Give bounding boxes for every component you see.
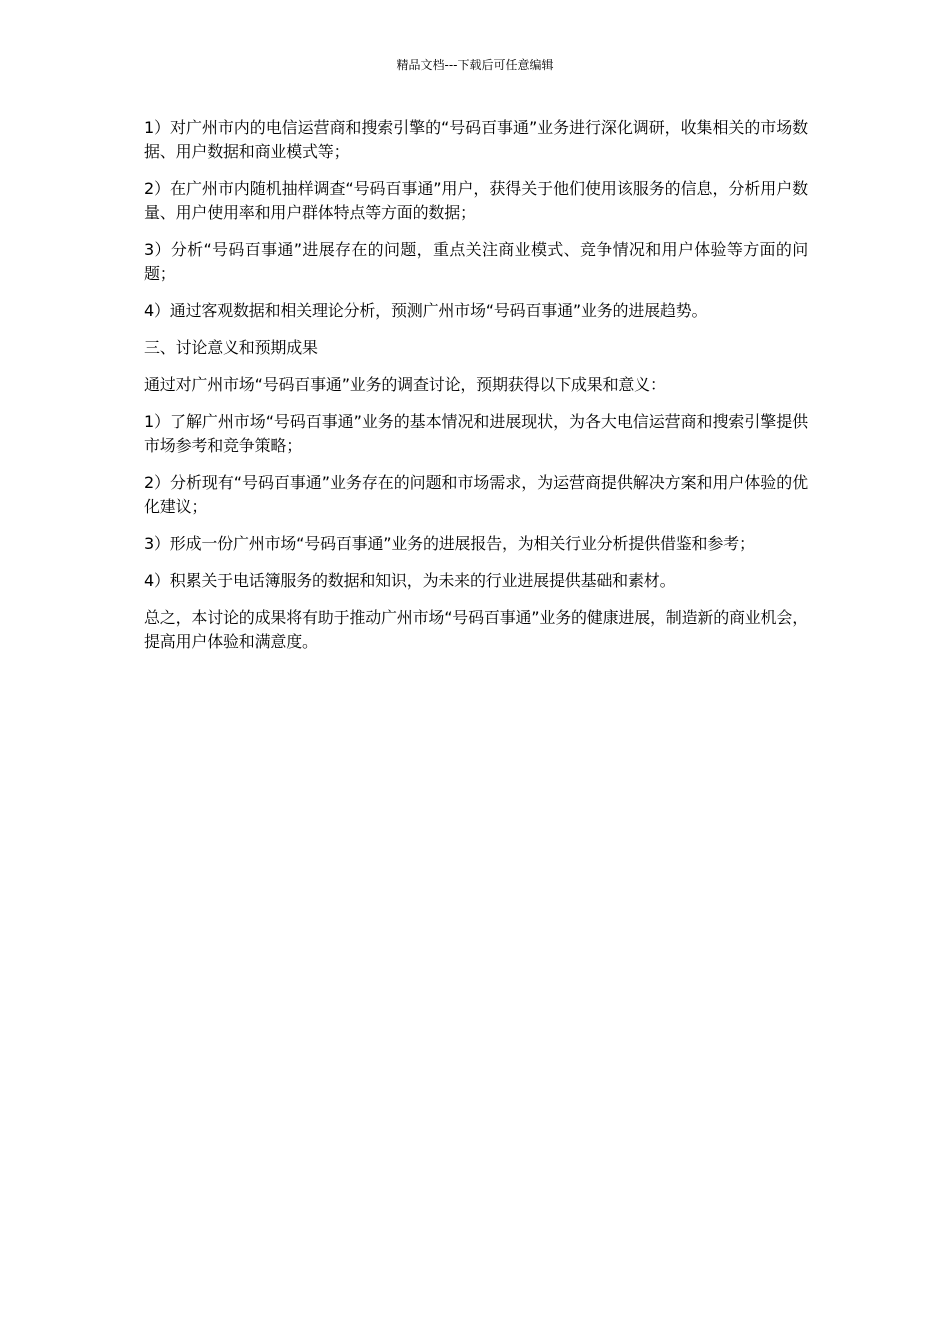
paragraph-research-item-1: 1）对广州市内的电信运营商和搜索引擎的“号码百事通”业务进行深化调研，收集相关的市场数据、用户数据和商业模式等； <box>144 118 808 161</box>
paragraph-outcome-item-1: 1）了解广州市场“号码百事通”业务的基本情况和进展现状，为各大电信运营商和搜索引擎提供市场参考和竞争策略； <box>144 412 808 455</box>
paragraph-intro: 通过对广州市场“号码百事通”业务的调查讨论，预期获得以下成果和意义： <box>144 375 666 394</box>
paragraph-research-item-3: 3）分析“号码百事通”进展存在的问题，重点关注商业模式、竞争情况和用户体验等方面的问题； <box>144 240 808 283</box>
paragraph-outcome-item-2: 2）分析现有“号码百事通”业务存在的问题和市场需求，为运营商提供解决方案和用户体验的优化建议； <box>144 473 808 516</box>
page-header: 精品文档---下载后可任意编辑 <box>396 58 554 72</box>
paragraph-conclusion: 总之，本讨论的成果将有助于推动广州市场“号码百事通”业务的健康进展，制造新的商业机会，提高用户体验和满意度。 <box>144 608 808 651</box>
paragraph-research-item-4: 4）通过客观数据和相关理论分析，预测广州市场“号码百事通”业务的进展趋势。 <box>144 301 708 320</box>
paragraph-research-item-2: 2）在广州市内随机抽样调查“号码百事通”用户，获得关于他们使用该服务的信息，分析用户数量、用户使用率和用户群体特点等方面的数据； <box>144 179 808 222</box>
paragraph-outcome-item-3: 3）形成一份广州市场“号码百事通”业务的进展报告，为相关行业分析提供借鉴和参考； <box>144 534 755 553</box>
paragraph-outcome-item-4: 4）积累关于电话簿服务的数据和知识，为未来的行业进展提供基础和素材。 <box>144 571 676 590</box>
document-body <box>144 116 808 667</box>
section-heading: 三、讨论意义和预期成果 <box>144 338 318 357</box>
